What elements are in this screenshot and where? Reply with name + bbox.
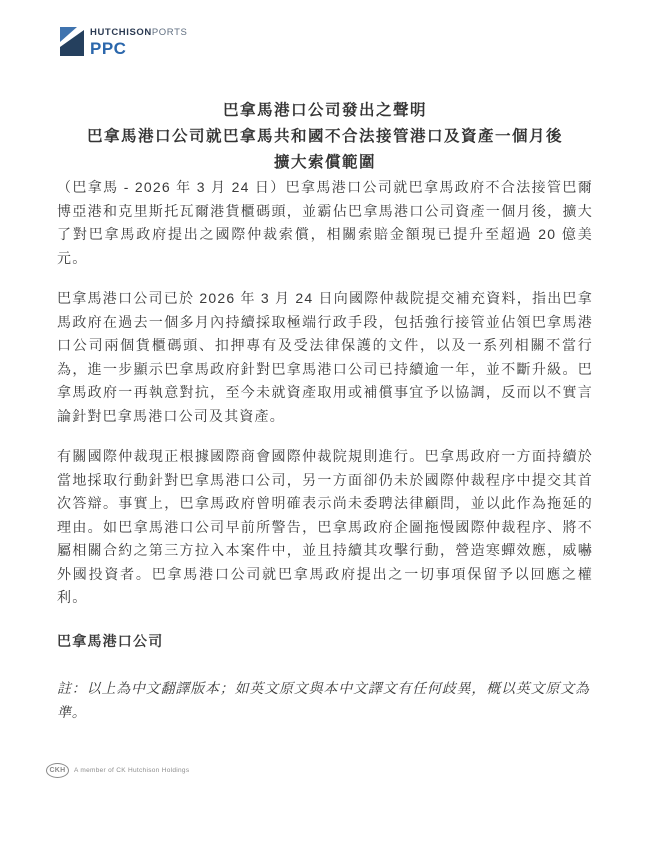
translation-note: 註：以上為中文翻譯版本；如英文原文與本中文譯文有任何歧異，概以英文原文為準。: [57, 680, 590, 720]
brand-text: [90, 28, 187, 57]
paragraph-3: 有關國際仲裁現正根據國際商會國際仲裁院規則進行。巴拿馬政府一方面持續於當地採取行動針對巴拿馬港口公司，另一方面卻仍未於國際仲裁程序中提交其首次答辯。事實上，巴拿馬政府曾明確表示尚未委聘法律顧問，並以此作為拖延的理由。如巴拿馬港口公司早前所警告，巴拿馬政府企圖拖慢國際仲裁程序、將不屬相關合約之第三方拉入本案件中，並且持續其攻擊行動，營造寒蟬效應，威嚇外國投資者。巴拿馬港口公司就巴拿馬政府提出之一切事項保留予以回應之權利。: [57, 448, 593, 605]
hutchison-ports-flag-icon: [60, 26, 84, 56]
hutchison-ports-logo: [60, 26, 187, 57]
title-line-2: 巴拿馬港口公司就巴拿馬共和國不合法接管港口及資產一個月後: [86, 128, 563, 145]
paragraph-2: 巴拿馬港口公司已於 2026 年 3 月 24 日向國際仲裁院提交補充資料，指出巴拿馬政府在過去一個多月內持續採取極端行政手段，包括強行接管並佔領巴拿馬港口公司兩個貨櫃碼頭、扣押專有及受法律保護的文件，以及一系列相關不當行為，進一步顯示巴拿馬政府針對巴拿馬港口公司已持續逾一年，並不斷升級。巴拿馬政府一再執意對抗，至今未就資產取用或補償事宜予以協調，反而以不實言論針對巴拿馬港口公司及其資產。: [57, 290, 593, 424]
statement-body: [57, 176, 593, 741]
signature-company-name: 巴拿馬港口公司: [57, 632, 164, 649]
brand-name: [90, 28, 187, 38]
brand-subsidiary-label: PPC: [90, 38, 127, 58]
footer: [46, 763, 189, 778]
paragraph-1: （巴拿馬 - 2026 年 3 月 24 日）巴拿馬港口公司就巴拿馬政府不合法接管巴爾博亞港和克里斯托瓦爾港貨櫃碼頭，並霸佔巴拿馬港口公司資產一個月後，擴大了對巴拿馬政府提出之國際仲裁索償，相關索賠金額現已提升至超過 20 億美元。: [57, 179, 593, 266]
title-line-3: 擴大索償範圍: [273, 154, 376, 171]
brand-name-light: PORTS: [151, 27, 188, 38]
brand-name-bold: HUTCHISON: [90, 27, 152, 38]
title-line-1: 巴拿馬港口公司發出之聲明: [222, 102, 427, 119]
statement-title: [57, 98, 593, 176]
footer-tagline: A member of CK Hutchison Holdings: [74, 767, 190, 774]
ckh-holdings-icon: CKH: [46, 763, 69, 778]
